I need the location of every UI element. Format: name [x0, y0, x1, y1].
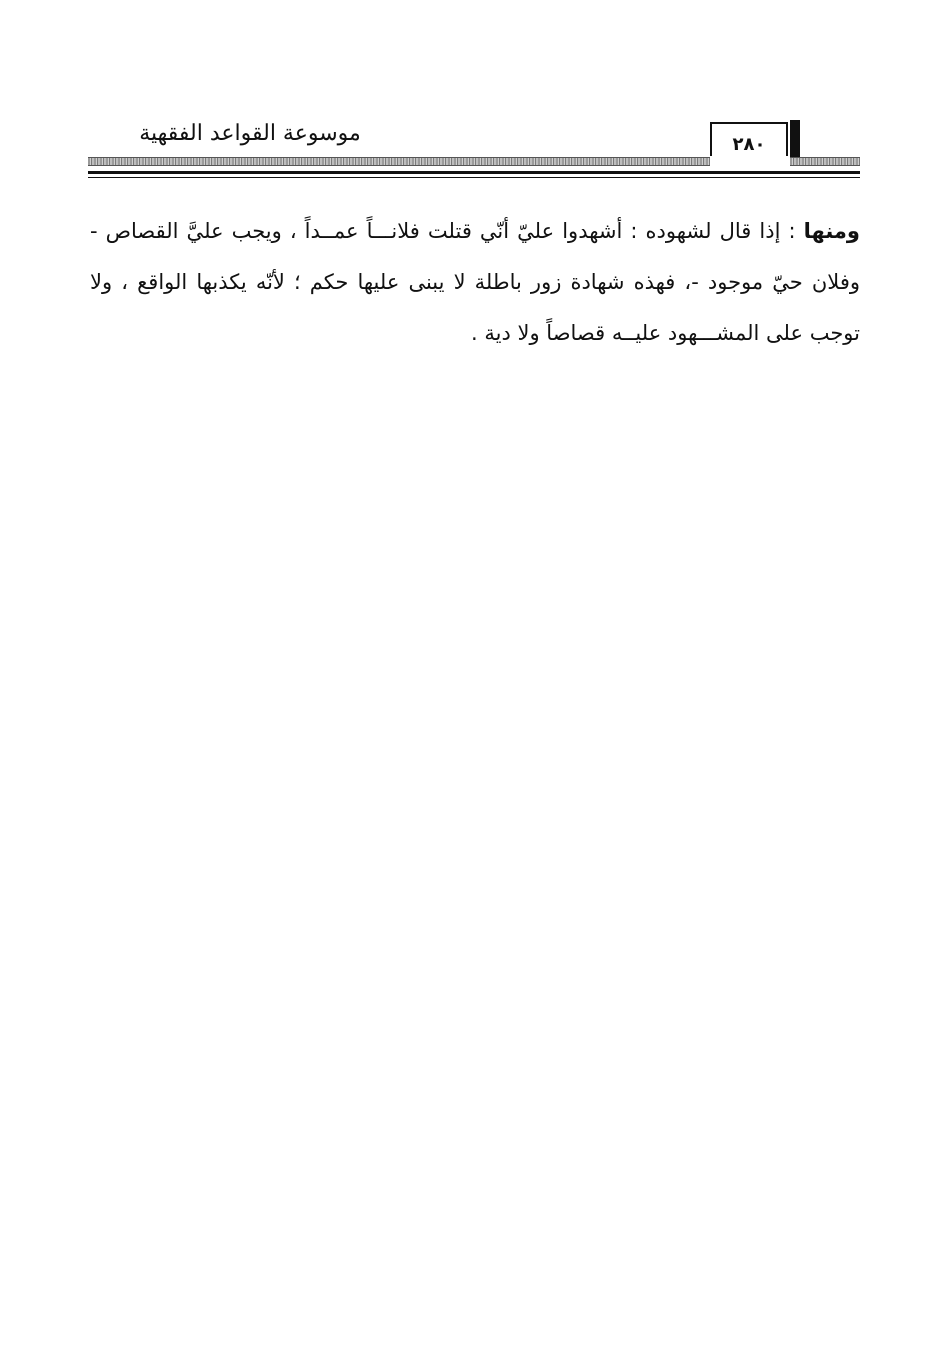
running-header-title: موسوعة القواعد الفقهية — [139, 121, 361, 146]
header-rule-thick — [88, 171, 860, 174]
paragraph-lead-word: ومنها — [803, 219, 860, 243]
paragraph-text: : إذا قال لشهوده : أشهدوا عليّ أنّي قتلت فلانـــاً عمــداً ، ويجب عليَّ القصاص - وفلان حيّ موجود -، فهذه شهادة زور باطلة لا يبنى عليها حكم ؛ لأنّه يكذبها الواقع ، ولا توجب على المشـــهود عليــه قصاصاً ولا دية . — [90, 219, 860, 345]
page-number: ٢٨٠ — [710, 122, 788, 164]
header-band-gap — [710, 156, 790, 167]
header-rule-thin — [88, 177, 860, 178]
body-paragraph — [90, 206, 860, 359]
